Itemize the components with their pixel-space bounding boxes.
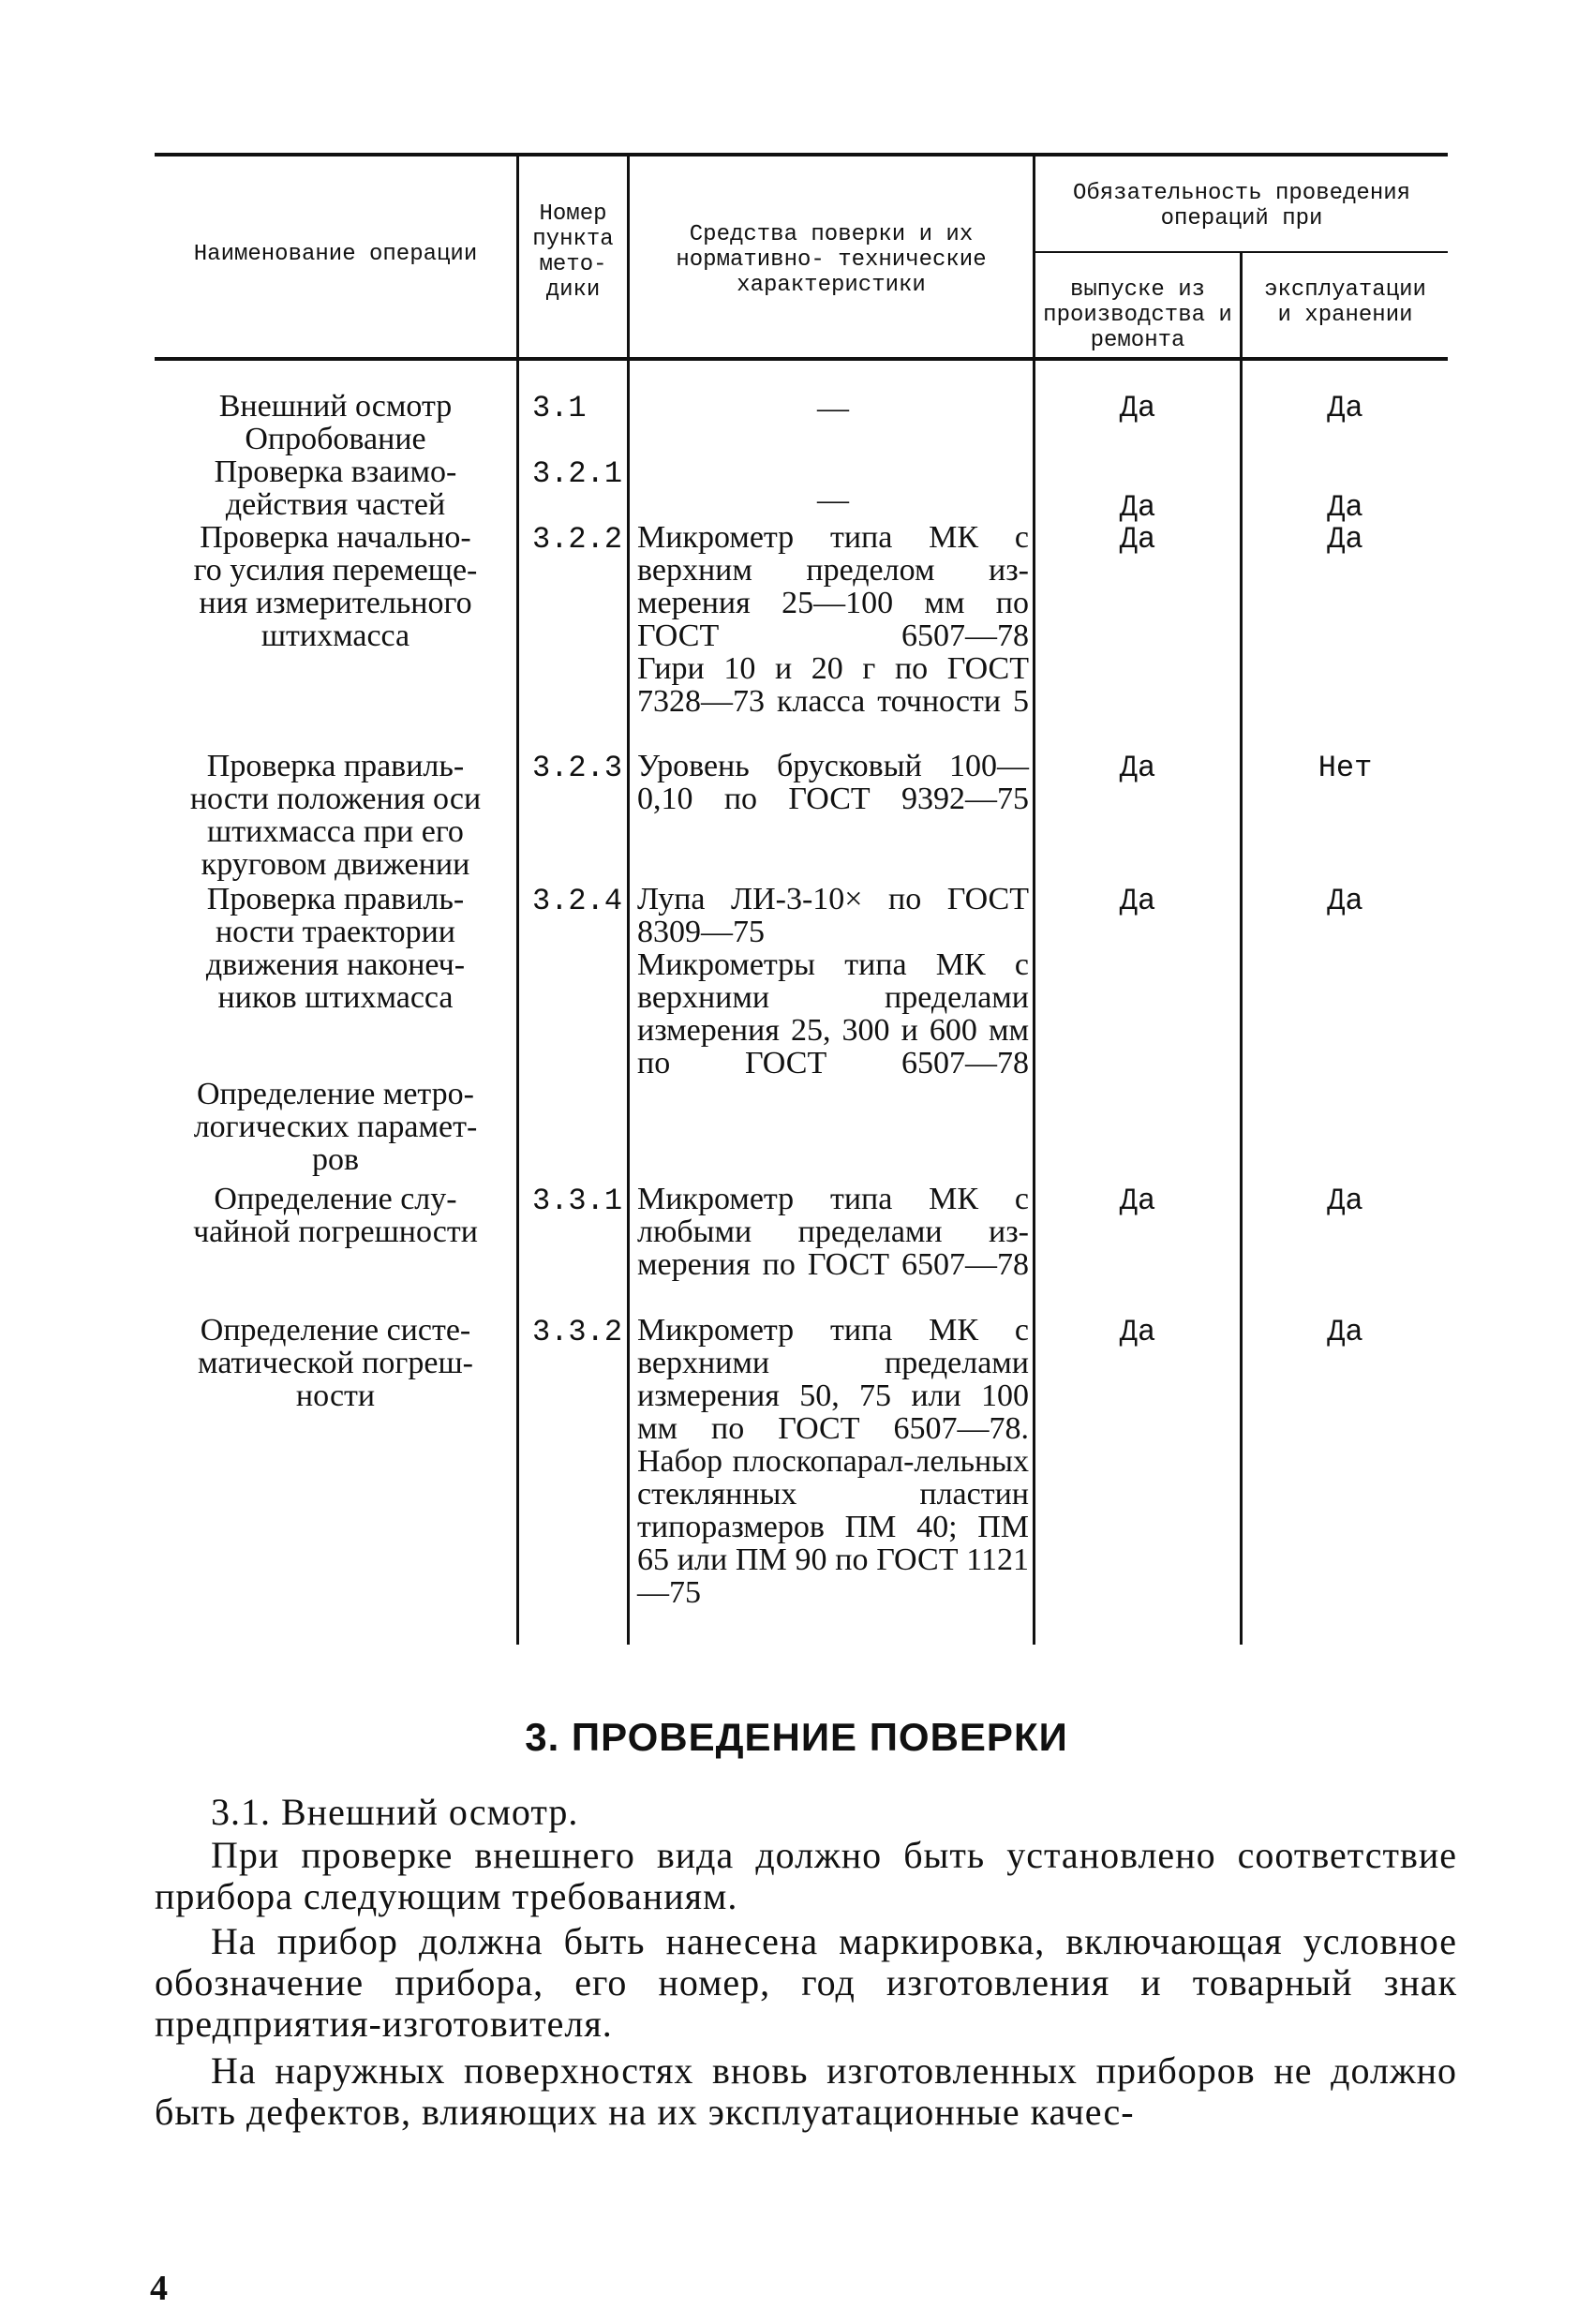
table-row-release: Да [1119,490,1156,525]
table-row-release: Да [1119,751,1156,785]
column-divider-4 [1240,251,1243,1645]
table-row-means: — [817,391,849,425]
paragraph: На прибор должна быть нанесена маркировка, включающая условное обозначение прибора, его номер, год изготовления и товарный знак предприятия-изготовителя. [155,1920,1457,2045]
paragraph: При проверке внешнего вида должно быть установлено соответствие прибора следующим требованиям. [155,1834,1457,1917]
table-row-number: 3.3.2 [532,1315,623,1349]
table-row-storage: Да [1327,522,1363,557]
table-row-operation: Внешний осмотр Опробование [218,389,453,456]
section-title: 3. ПРОВЕДЕНИЕ ПОВЕРКИ [525,1715,1068,1759]
table-row-storage: Да [1327,1184,1363,1218]
table-row-operation: Определение слу- чайной погрешности [193,1182,478,1249]
table-row-operation: Проверка начально- го усилия перемеще- ния измерительного штихмасса [193,520,478,653]
table-row-means: Лупа ЛИ-3-10× по ГОСТ 8309—75 Микрометры типа МК с верхними пределами измерения 25, 300 и 600 мм по ГОСТ 6507—78 [637,882,1029,1080]
table-row-number: 3.1 [532,391,587,425]
header-means: Средства поверки и их нормативно- технические характеристики [676,222,987,298]
table-row-release: Да [1119,884,1156,918]
table-row-storage: Да [1327,391,1363,425]
paragraph: 3.1. Внешний осмотр. [211,1791,579,1833]
table-row-number: 3.2.2 [532,522,623,557]
header-storage: эксплуатации и хранении [1264,277,1426,328]
table-row-number: 3.3.1 [532,1184,623,1218]
table-row-operation: Проверка взаимо- действия частей [214,454,457,522]
header-number: Номер пункта мето- дики [532,201,614,303]
table-row-means: Микрометр типа МК с верхними пределами измерения 50, 75 или 100 мм по ГОСТ 6507—78. Набор плоскопарал-лельных стеклянных пластин типоразмеров ПМ 40; ПМ 65 или ПМ 90 по ГОСТ 1121—75 [637,1313,1029,1610]
table-row-storage: Да [1327,490,1363,525]
table-row-storage: Нет [1318,751,1373,785]
table-row-storage: Да [1327,884,1363,918]
table-row-number: 3.2.4 [532,884,623,918]
table-row-operation: Проверка правиль- ности положения оси штихмасса при его круговом движении [189,749,482,882]
table-row-number: 3.2.3 [532,751,623,785]
table-row-means: Микрометр типа МК с верхним пределом из-мерения 25—100 мм по ГОСТ 6507—78 Гири 10 и 20 г по ГОСТ 7328—73 класса точности 5 [637,520,1029,719]
table-row-operation: Определение систе- матической погреш- ности [198,1313,473,1413]
table-row-release: Да [1119,1315,1156,1349]
table-row-operation: Проверка правиль- ности траектории движения наконеч- ников штихмасса [205,882,466,1015]
table-row-release: Да [1119,391,1156,425]
paragraph: На наружных поверхностях вновь изготовленных приборов не должно быть дефектов, влияющих на их эксплуатационные качес- [155,2049,1457,2133]
table-row-release: Да [1119,1184,1156,1218]
table-row-means: — [817,483,849,517]
header-bottom-rule [155,357,1448,361]
table-top-rule [155,153,1448,156]
column-divider-1 [516,155,519,1645]
table-row-release: Да [1119,522,1156,557]
header-operation: Наименование операции [193,242,478,267]
table-row-operation: Определение метро- логических парамет- ров [193,1077,478,1177]
table-row-storage: Да [1327,1315,1363,1349]
table-row-number: 3.2.1 [532,456,623,491]
header-release: выпуске из производства и ремонта [1043,277,1232,353]
table-row-means: Уровень брусковый 100—0,10 по ГОСТ 9392—75 [637,749,1029,816]
column-divider-2 [627,155,630,1645]
header-obligation: Обязательность проведения операций при [1072,181,1411,231]
table-row-means: Микрометр типа МК с любыми пределами из-мерения по ГОСТ 6507—78 [637,1182,1029,1282]
page-number: 4 [150,2269,168,2308]
